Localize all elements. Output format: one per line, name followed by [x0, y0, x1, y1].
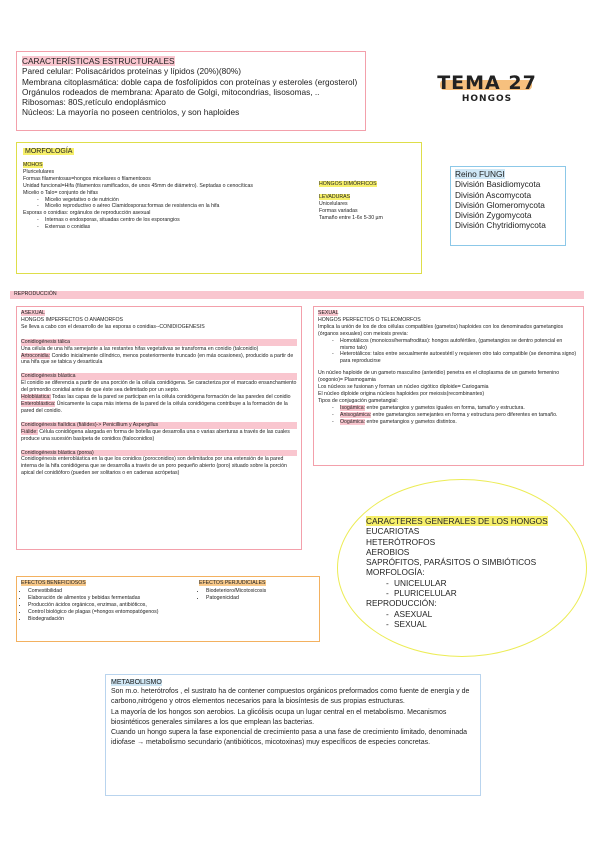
metabolismo-paragraph: Son m.o. heterótrofos , el sustrato ha de contener compuestos orgánicos preformados como fuente de energía y de carbono,nitrógeno y otros elementos necesarios para la biosíntesis de sus propias estructuras.	[111, 688, 470, 706]
poroconidia-text: Conidiogénesis enteroblástica en la que los conidios (poroconidios) son delimitados por una extensión de la pared interna de la hifa conidiógena que se desarrolla a través de un poro pequeño abierto (poro) situado sobre la porción apical del conidióforo (pueden ser solitarios o en cadenas acrópetas)	[21, 456, 287, 477]
conjugacion-item	[340, 405, 579, 412]
efectos-box	[16, 576, 320, 642]
sexual-box	[313, 306, 584, 466]
talica-text: Una célula de una hifa semejante a las restantes hifas vegetativas se transforma en conidio (talconidio)	[21, 345, 259, 352]
morf-item: - UNICELULAR	[394, 578, 576, 588]
fialide-label: Fiálide:	[21, 428, 38, 435]
levaduras-line: Formas variadas	[319, 207, 358, 214]
poroconidia-title: Conidiogénesis blástica (poroa)	[21, 450, 297, 457]
rep-item: - SEXUAL	[394, 619, 576, 629]
generales-line: HETERÓTROFOS	[366, 536, 436, 547]
conjugacion-text: entre gametangios semejantes en forma y estructura pero diferentes en tamaño.	[372, 411, 558, 418]
generales-heading: CARACTERES GENERALES DE LOS HONGOS	[366, 516, 548, 526]
beneficioso-item: • Biodegradación	[28, 616, 201, 623]
levaduras-line: Tamaño entre 1-6x 5-30 µm	[319, 214, 383, 221]
talica-title: Conidiogénesis tálica	[21, 339, 297, 346]
conjugacion-label: Oogámica:	[340, 418, 366, 425]
conjugacion-label: Anisogámica:	[340, 411, 372, 418]
asexual-title: ASEXUAL	[21, 310, 45, 316]
estructurales-box	[16, 51, 366, 131]
beneficioso-item: • Elaboración de alimentos y bebidas fermentadas	[28, 595, 201, 602]
blastica-title: Conidiogénesis blástica	[21, 373, 297, 380]
micelio-item: - Micelio vegetativo o de nutrición	[45, 197, 309, 204]
sexual-line: Implica la unión de los de dos células compatibles (gametos) haploides con los denominados gametangios (órganos sexuales) con meiosis previa:	[318, 323, 564, 337]
title-sub: HONGOS	[461, 94, 513, 104]
fialidica-title: Conidiogénesis fialídica (fiálides)-> Penicillium y Aspergillus	[21, 422, 297, 429]
entero-text: Únicamente la capa más interna de la pared de la célula conidiógena contribuye a la formación de la pared del conidio.	[21, 400, 288, 414]
metabolismo-heading: METABOLISMO	[111, 679, 162, 686]
esporas-item: - Internas o endosporas, situadas centro de los esporangios	[45, 217, 309, 224]
holo-text: Todas las capas de la pared se participan en la célula conidiógena formación de las paredes del conidio	[52, 394, 291, 401]
mohos-line: Micelio o Talo= conjunto de hifas	[23, 189, 99, 196]
sexual-subtitle: HONGOS PERFECTOS O TELEOMORFOS	[318, 316, 421, 323]
division-item: División Ascomycota	[455, 189, 532, 200]
generales-reproduccion: REPRODUCCIÓN:	[366, 598, 437, 609]
generales-content	[366, 516, 576, 629]
metabolismo-paragraph: La mayoría de los hongos son aerobios. La glicólisis ocupa un lugar central en el metabolismo. Mecanismos biosintéticos generales similares a los que emplean las bacterias.	[111, 708, 447, 726]
estructurales-line: Núcleos: La mayoría no poseen centriolos, y son haploides	[22, 107, 240, 118]
sexual-title: SEXUAL	[318, 310, 339, 316]
reproduccion-heading-text: REPRODUCCIÓN	[14, 291, 57, 297]
fialide-text: Célula conidiógena alargada en forma de botella que desarrolla una o varias aberturas a través de las cuales produce una sucesión basípeta de conidios (fialoconidios)	[21, 428, 290, 442]
generales-morfologia: MORFOLOGÍA:	[366, 567, 425, 578]
division-item: División Basidiomycota	[455, 179, 541, 190]
beneficioso-item: • Producción ácidos orgánicos, enzimas, antibióticos,	[28, 602, 201, 609]
estructurales-line: Pared celular: Polisacáridos proteínas y lípidos (20%)(80%)	[22, 66, 242, 77]
title-main: TEMA 27	[437, 72, 537, 94]
sexual-line: Un núcleo haploide de un gameto masculino (anteridio) penetra en el citoplasma de un gameto femenino (oogonio)= Plasmogamia	[318, 370, 560, 384]
conjugacion-label: Isogámica:	[340, 404, 366, 411]
sexual-line: Tipos de conjugación gametangial:	[318, 397, 398, 404]
division-item: División Zygomycota	[455, 210, 532, 221]
perjudiciales-title: EFECTOS PERJUDICIALES	[199, 580, 266, 586]
conjugacion-item	[340, 419, 579, 426]
page-title	[432, 72, 542, 104]
mohos-line: Pluricelulares	[23, 168, 55, 175]
beneficioso-item: • Control biológico de plagas (=hongos entomopatógenos)	[28, 609, 201, 616]
mohos-line: Unidad funcional=Hifa (filamentos ramificados, de unos 45mm de diámetro). Septadas o cenocíticas	[23, 182, 253, 189]
reino-box	[450, 166, 566, 246]
esporas-line: Esporas o conidias: orgánulos de reproducción asexual	[23, 210, 151, 217]
esporas-item: - Externas o conidias	[45, 224, 309, 231]
morf-item: - PLURICELULAR	[394, 588, 576, 598]
asexual-line: HONGOS IMPERFECTOS O ANAMORFOS	[21, 316, 123, 323]
sexual-line: Los núcleos se fusionan y forman un núcleo cigótico diploide= Cariogamia	[318, 384, 489, 391]
division-item: División Glomeromycota	[455, 199, 545, 210]
metabolismo-box	[105, 674, 481, 796]
artro-label: Artroconidia:	[21, 352, 51, 359]
generales-line: AEROBIOS	[366, 546, 410, 557]
conjugacion-text: entre gametangios y gametos iguales en forma, tamaño y estructura.	[366, 404, 525, 411]
entero-label: Enteroblástica:	[21, 400, 56, 407]
estructurales-heading: CARACTERÍSTICAS ESTRUCTURALES	[22, 56, 175, 66]
artro-text: Conidio inicialmente cilíndrico, menos posteriormente truncado (en más ocasiones), producido a partir de una hifa que se tabica y desarticula	[21, 352, 294, 366]
perjudicial-item: • Patogenicidad	[206, 595, 317, 602]
reproduccion-heading	[10, 291, 584, 299]
estructurales-line: Membrana citoplasmática: doble capa de fosfolípidos con proteínas y esteroles (ergosterol)	[22, 76, 358, 87]
perjudicial-item: • Biodeterioro/Micotoxicosis	[206, 588, 317, 595]
asexual-box	[16, 306, 302, 550]
asexual-line: Se lleva a cabo con el desarrollo de las esporas o conidias--CONIDIOGENESIS	[21, 323, 205, 330]
morfologia-box	[16, 142, 422, 274]
estructurales-line: Orgánulos rodeados de membrana: Aparato de Golgi, mitocondrias, lisosomas, ..	[22, 86, 320, 97]
generales-line: SAPRÓFITOS, PARÁSITOS O SIMBIÓTICOS	[366, 557, 537, 568]
beneficiosos-title: EFECTOS BENEFICIOSOS	[21, 580, 86, 586]
estructurales-line: Ribosomas: 80S,retículo endoplásmico	[22, 97, 166, 108]
mohos-title: MOHOS	[23, 162, 43, 168]
sexual-line: El núcleo diploide origina núcleos haploides por meiosis(recombinantes)	[318, 390, 485, 397]
rep-item: - ASEXUAL	[394, 609, 576, 619]
reino-title: Reino FUNGI	[455, 169, 505, 179]
morfologia-heading: MORFOLOGÍA	[25, 148, 73, 155]
dimorficos-label: HONGOS DIMÓRFICOS	[319, 181, 377, 187]
levaduras-line: Unicelulares	[319, 200, 348, 207]
sexual-item: - Homotálicos (monoicos/hermafroditas): hongos autofértiles, (gametangios se dentro potencial en mismo talo)	[340, 338, 579, 352]
division-item: División Chytridiomycota	[455, 220, 546, 231]
metabolismo-paragraph: Cuando un hongo supera la fase exponencial de crecimiento pasa a una fase de crecimiento limitado, denominada idiofase → metabolismo secundario (antibióticos, micotoxinas) muy específicos de especies concretas.	[111, 729, 468, 747]
beneficioso-item: • Comestibilidad	[28, 588, 201, 595]
mohos-line: Formas filamentosas=hongos miceliares o filamentosos	[23, 175, 151, 182]
holo-label: Holoblástica:	[21, 394, 51, 401]
generales-line: EUCARIOTAS	[366, 526, 420, 537]
levaduras-title: LEVADURAS	[319, 193, 351, 200]
micelio-item: - Micelio reproductivo o aéreo Clamidosporas:formas de resistencia en la hifa	[45, 203, 309, 210]
blastica-text: El conidio se diferencia a partir de una porción de la célula conidiógena. Se caracteriza por el marcado ensanchamiento del primordio conidial antes de que éste sea delimitado por un septo.	[21, 380, 297, 394]
conjugacion-text: entre gametangios y gametos distintos.	[366, 418, 457, 425]
sexual-item: - Heterotálicos: talos entre sexualmente autoestéril y requieren otro talo compatible (se denomina signo) para reproducirse	[340, 351, 579, 365]
conjugacion-item	[340, 412, 579, 419]
